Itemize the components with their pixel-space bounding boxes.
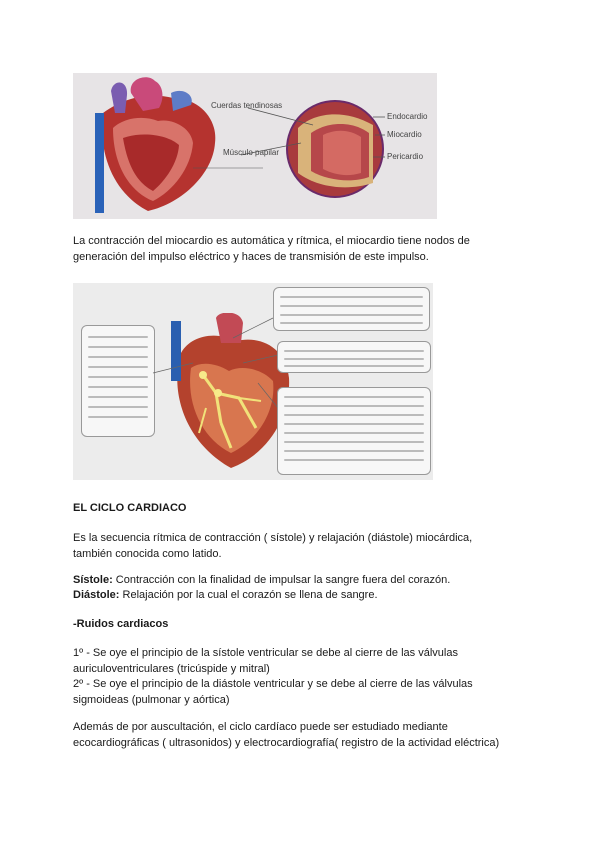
label-musculo-papilar: Músculo papilar	[223, 148, 280, 157]
paragraph-miocardio: La contracción del miocardio es automática y rítmica, el miocardio tiene nodos de generación del impulso eléctrico y haces de transmisión de este impulso.	[73, 235, 470, 263]
label-cuerdas-tendinosas: Cuerdas tendinosas	[211, 101, 283, 110]
ruidos-heading: -Ruidos cardiacos	[73, 618, 169, 630]
label-pericardio: Pericardio	[387, 152, 424, 161]
ruido-1	[73, 646, 483, 677]
ruido-1-label: 1º -	[73, 647, 93, 659]
ruido-2-label: 2º -	[73, 678, 93, 690]
ruido-1-text: Se oye el principio de la sístole ventricular se debe al cierre de las válvulas auriculoventriculares (tricúspide y mitral)	[73, 647, 458, 675]
diastole-line	[73, 588, 513, 604]
sistole-term: Sístole:	[73, 574, 113, 586]
heart-wall-figure	[73, 73, 437, 219]
diastole-text: Relajación por la cual el corazón se llena de sangre.	[119, 589, 378, 601]
conduction-system-figure	[73, 283, 433, 480]
heart-wall-illustration	[73, 73, 437, 219]
label-endocardio: Endocardio	[387, 112, 428, 121]
sistole-text: Contracción con la finalidad de impulsar la sangre fuera del corazón.	[112, 574, 451, 586]
diastole-term: Diástole:	[73, 589, 120, 601]
handwritten-note-top	[273, 287, 430, 331]
ruido-2	[73, 677, 483, 708]
label-miocardio: Miocardio	[387, 130, 422, 139]
ruido-2-text: Se oye el principio de la diástole ventricular y se debe al cierre de las válvulas sigmoideas (pulmonar y aórtica)	[73, 678, 473, 706]
section-heading: EL CICLO CARDIACO	[73, 502, 187, 514]
handwritten-note-middle	[277, 341, 431, 373]
sistole-line	[73, 573, 513, 589]
closing-paragraph: Además de por auscultación, el ciclo cardíaco puede ser estudiado mediante ecocardiográficas ( ultrasonidos) y electrocardiografía( registro de la actividad eléctrica)	[73, 721, 500, 749]
cycle-definition: Es la secuencia rítmica de contracción ( sístole) y relajación (diástole) miocárdica, también conocida como latido.	[73, 532, 473, 560]
handwritten-note-bottom	[277, 387, 431, 475]
